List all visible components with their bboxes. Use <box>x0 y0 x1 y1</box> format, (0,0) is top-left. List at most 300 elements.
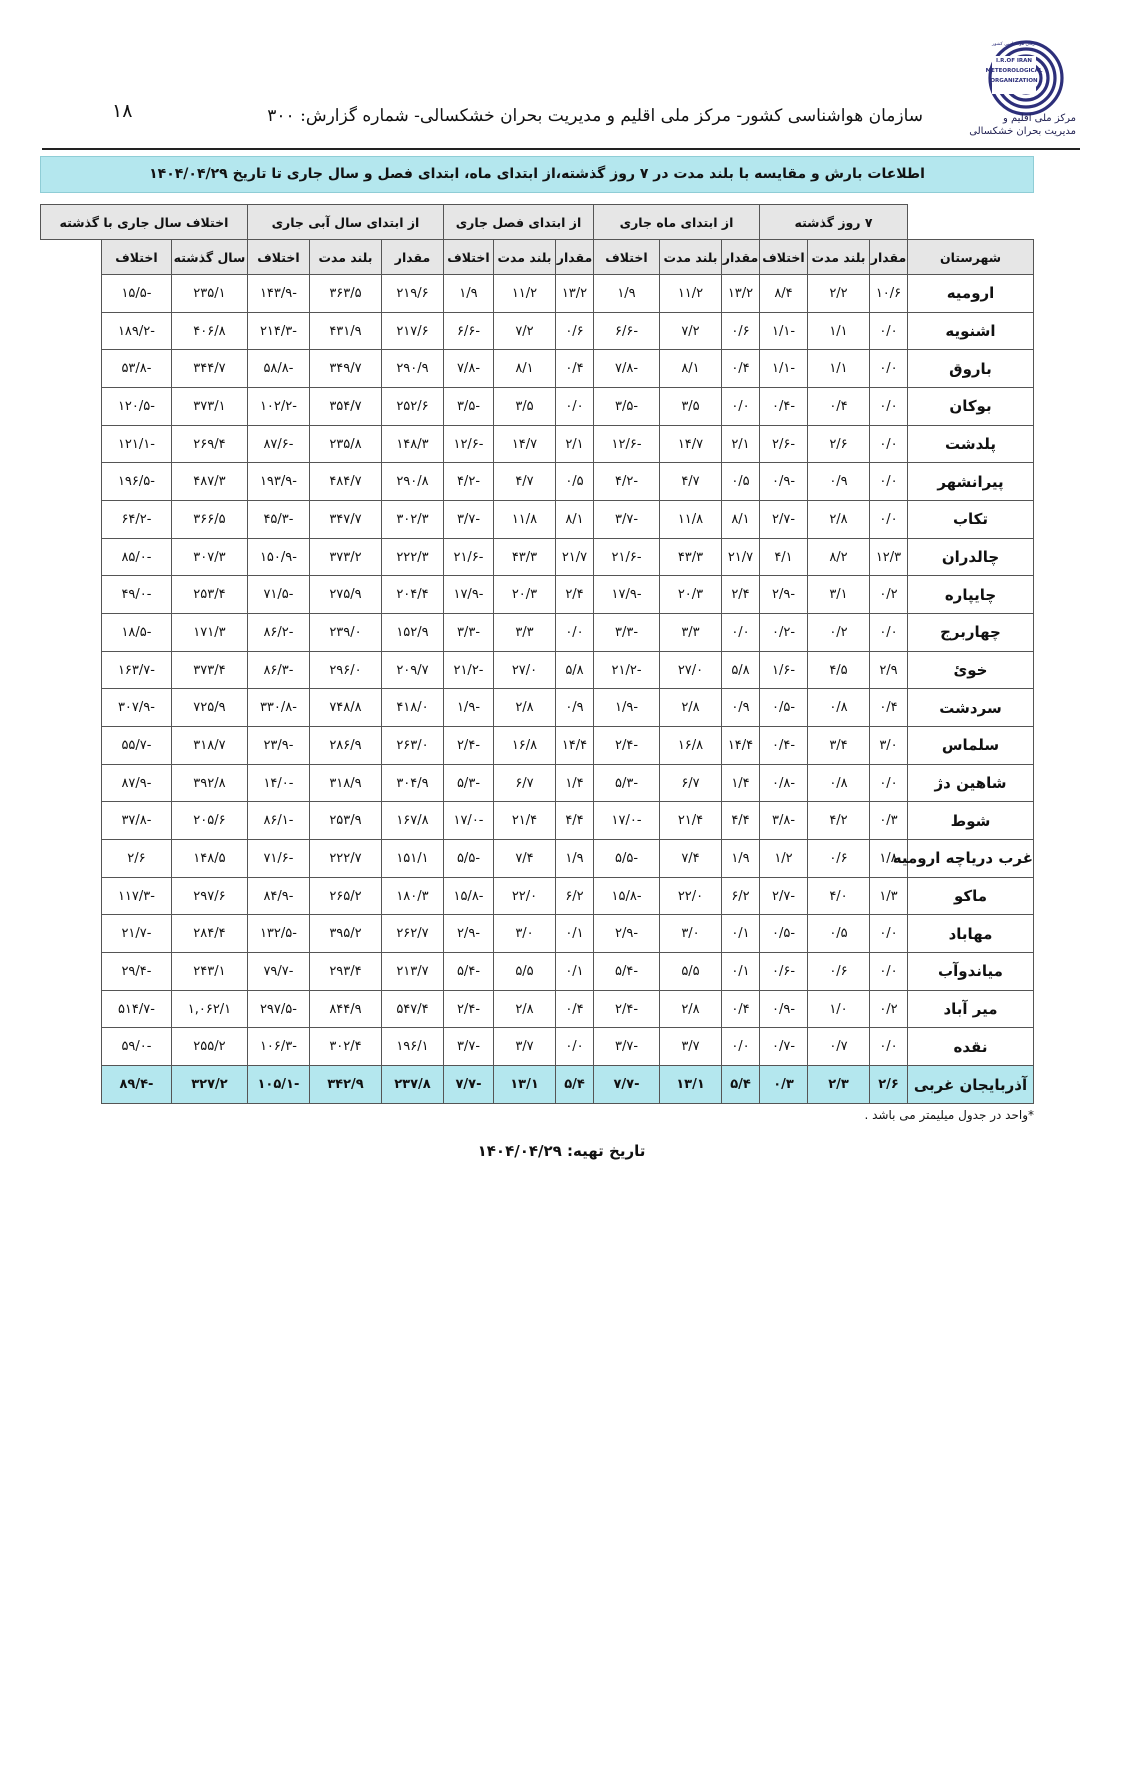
table-row <box>41 350 1034 388</box>
value-cell: -۱۴/۰ <box>247 764 309 802</box>
value-cell: ۴/۲ <box>808 802 870 840</box>
station-name-cell: چایپاره <box>908 576 1034 614</box>
value-cell: ۴۳/۳ <box>494 538 556 576</box>
value-cell: ۸/۱ <box>494 350 556 388</box>
station-name-cell: آذربایجان غربی <box>908 1066 1034 1104</box>
station-name-cell: سلماس <box>908 727 1034 765</box>
value-cell: ۲/۶ <box>870 1066 908 1104</box>
value-cell: ۳/۰ <box>494 915 556 953</box>
value-cell: ۰/۵ <box>722 463 760 501</box>
value-cell: ۳۶۶/۵ <box>171 501 247 539</box>
value-cell: ۰/۶ <box>556 312 594 350</box>
value-cell: -۱۷/۰ <box>443 802 493 840</box>
value-cell: ۳/۷ <box>494 1028 556 1066</box>
value-cell: ۰/۰ <box>870 501 908 539</box>
station-name-cell: ارومیه <box>908 275 1034 313</box>
value-cell: ۴/۴ <box>556 802 594 840</box>
value-cell: -۱/۶ <box>760 651 808 689</box>
value-cell: ۱۲/۳ <box>870 538 908 576</box>
column-header: بلند مدت <box>808 240 870 275</box>
value-cell: ۰/۰ <box>870 614 908 652</box>
value-cell: ۲۲۲/۷ <box>309 840 381 878</box>
value-cell: ۸۴۴/۹ <box>309 990 381 1028</box>
value-cell: ۴/۱ <box>760 538 808 576</box>
value-cell: ۴۰۶/۸ <box>171 312 247 350</box>
value-cell: ۴۸۴/۷ <box>309 463 381 501</box>
value-cell: ۲۲/۰ <box>660 877 722 915</box>
value-cell: -۱/۹ <box>594 689 660 727</box>
table-title-banner: اطلاعات بارش و مقایسه با بلند مدت در ۷ روز گذشته،از ابتدای ماه، ابتدای فصل و سال جاری تا تاریخ ۱۴۰۴/۰۴/۲۹ <box>40 156 1034 193</box>
value-cell: -۰/۷ <box>760 1028 808 1066</box>
value-cell: -۴۹/۰ <box>101 576 171 614</box>
value-cell: -۵۸/۸ <box>247 350 309 388</box>
station-name-cell: نقده <box>908 1028 1034 1066</box>
value-cell: ۲/۸ <box>660 689 722 727</box>
value-cell: ۲/۸ <box>494 990 556 1028</box>
value-cell: ۰/۰ <box>870 764 908 802</box>
value-cell: ۱/۴ <box>556 764 594 802</box>
value-cell: -۰/۹ <box>760 463 808 501</box>
value-cell: ۲/۱ <box>722 425 760 463</box>
value-cell: -۳/۳ <box>594 614 660 652</box>
value-cell: ۲۱۹/۶ <box>381 275 443 313</box>
value-cell: -۲/۹ <box>760 576 808 614</box>
value-cell: ۷۲۵/۹ <box>171 689 247 727</box>
value-cell: ۱۶/۸ <box>494 727 556 765</box>
value-cell: ۲۳۹/۰ <box>309 614 381 652</box>
logo-en-line-3: ORGANIZATION <box>990 78 1038 84</box>
value-cell: -۸۶/۱ <box>247 802 309 840</box>
station-name-cell: باروق <box>908 350 1034 388</box>
value-cell: -۱۵/۸ <box>594 877 660 915</box>
table-row <box>41 764 1034 802</box>
value-cell: -۲/۴ <box>594 990 660 1028</box>
value-cell: ۰/۴ <box>722 350 760 388</box>
value-cell: ۸/۱ <box>660 350 722 388</box>
value-cell: -۱۸۹/۲ <box>101 312 171 350</box>
value-cell: ۰/۵ <box>808 915 870 953</box>
group-header: اختلاف سال جاری با گذشته <box>41 205 248 240</box>
value-cell: ۲۴۳/۱ <box>171 953 247 991</box>
value-cell: ۱,۰۶۲/۱ <box>171 990 247 1028</box>
value-cell: ۲/۱ <box>556 425 594 463</box>
value-cell: ۱/۸ <box>870 840 908 878</box>
value-cell: ۳۰۲/۳ <box>381 501 443 539</box>
value-cell: ۲/۶ <box>101 840 171 878</box>
value-cell: -۱۷/۹ <box>443 576 493 614</box>
value-cell: -۱/۱ <box>760 312 808 350</box>
table-row <box>41 802 1034 840</box>
value-cell: -۴۵/۳ <box>247 501 309 539</box>
value-cell: ۰/۴ <box>870 689 908 727</box>
value-cell: ۰/۰ <box>722 614 760 652</box>
value-cell: -۳۳۰/۸ <box>247 689 309 727</box>
table-row <box>41 727 1034 765</box>
column-header: شهرستان <box>908 240 1034 275</box>
value-cell: ۳/۴ <box>808 727 870 765</box>
value-cell: -۵۹/۰ <box>101 1028 171 1066</box>
value-cell: -۷/۸ <box>594 350 660 388</box>
table-row <box>41 501 1034 539</box>
value-cell: -۳/۸ <box>760 802 808 840</box>
station-name-cell: اشنویه <box>908 312 1034 350</box>
value-cell: -۱۵/۸ <box>443 877 493 915</box>
value-cell: ۰/۶ <box>808 840 870 878</box>
value-cell: ۱۴/۴ <box>556 727 594 765</box>
value-cell: -۶/۶ <box>594 312 660 350</box>
value-cell: ۱۱/۲ <box>660 275 722 313</box>
value-cell: ۰/۲ <box>870 990 908 1028</box>
value-cell: ۸/۴ <box>760 275 808 313</box>
value-cell: ۲۹۳/۴ <box>309 953 381 991</box>
value-cell: -۱۲/۶ <box>594 425 660 463</box>
logo-top-text: سازمان هواشناسی کشور <box>992 42 1040 47</box>
value-cell: -۷۱/۶ <box>247 840 309 878</box>
column-header: اختلاف <box>760 240 808 275</box>
value-cell: ۲۸۴/۴ <box>171 915 247 953</box>
value-cell: -۱۲۰/۵ <box>101 388 171 426</box>
value-cell: ۳۴۲/۹ <box>309 1066 381 1104</box>
value-cell: ۷/۴ <box>494 840 556 878</box>
value-cell: ۱/۹ <box>443 275 493 313</box>
value-cell: ۵۴۷/۴ <box>381 990 443 1028</box>
value-cell: -۱۷/۹ <box>594 576 660 614</box>
value-cell: ۲۱/۴ <box>494 802 556 840</box>
value-cell: -۲/۷ <box>760 501 808 539</box>
value-cell: -۰/۲ <box>760 614 808 652</box>
value-cell: -۲۱/۲ <box>594 651 660 689</box>
value-cell: ۰/۱ <box>722 953 760 991</box>
value-cell: ۰/۰ <box>870 953 908 991</box>
value-cell: ۰/۶ <box>808 953 870 991</box>
table-row <box>41 1028 1034 1066</box>
value-cell: -۵/۴ <box>443 953 493 991</box>
value-cell: -۳۰۷/۹ <box>101 689 171 727</box>
value-cell: -۱۵/۵ <box>101 275 171 313</box>
value-cell: ۲۲۲/۳ <box>381 538 443 576</box>
value-cell: -۵/۳ <box>443 764 493 802</box>
value-cell: ۰/۳ <box>870 802 908 840</box>
value-cell: -۱۴۳/۹ <box>247 275 309 313</box>
group-header-row <box>41 205 1034 240</box>
logo-caption <box>948 112 1076 138</box>
value-cell: ۲۳۵/۱ <box>171 275 247 313</box>
value-cell: -۲۱/۲ <box>443 651 493 689</box>
value-cell: -۰/۴ <box>760 727 808 765</box>
group-header: از ابتدای فصل جاری <box>443 205 593 240</box>
blank-corner <box>908 205 1034 240</box>
value-cell: -۰/۵ <box>760 689 808 727</box>
logo-en-line-1: I.R.OF IRAN <box>995 58 1033 64</box>
value-cell: ۲۵۵/۲ <box>171 1028 247 1066</box>
value-cell: -۳۷/۸ <box>101 802 171 840</box>
station-name-cell: غرب دریاچه ارومیه <box>908 840 1034 878</box>
value-cell: ۵/۸ <box>722 651 760 689</box>
value-cell: -۱۱۷/۳ <box>101 877 171 915</box>
value-cell: -۲۱/۷ <box>101 915 171 953</box>
value-cell: -۲/۹ <box>594 915 660 953</box>
value-cell: ۲/۹ <box>870 651 908 689</box>
table-row <box>41 425 1034 463</box>
logo-en-line-2: METEOROLOGICAL <box>985 68 1043 74</box>
value-cell: -۲۹۷/۵ <box>247 990 309 1028</box>
value-cell: ۴/۴ <box>722 802 760 840</box>
column-header: اختلاف <box>247 240 309 275</box>
value-cell: ۱۶/۸ <box>660 727 722 765</box>
value-cell: ۴۳/۳ <box>660 538 722 576</box>
value-cell: ۳/۰ <box>660 915 722 953</box>
value-cell: ۲/۶ <box>808 425 870 463</box>
value-cell: ۲۳۷/۸ <box>381 1066 443 1104</box>
value-cell: ۱۴۸/۳ <box>381 425 443 463</box>
value-cell: ۰/۰ <box>870 463 908 501</box>
value-cell: -۲/۶ <box>760 425 808 463</box>
unit-footnote: *واحد در جدول میلیمتر می باشد . <box>864 1108 1034 1122</box>
value-cell: ۳/۷ <box>660 1028 722 1066</box>
value-cell: ۰/۱ <box>556 953 594 991</box>
table-row <box>41 538 1034 576</box>
station-name-cell: ماکو <box>908 877 1034 915</box>
value-cell: ۰/۱ <box>556 915 594 953</box>
value-cell: -۲/۴ <box>443 990 493 1028</box>
value-cell: ۴۳۱/۹ <box>309 312 381 350</box>
value-cell: -۱۲/۶ <box>443 425 493 463</box>
value-cell: -۳/۵ <box>594 388 660 426</box>
value-cell: ۷/۲ <box>660 312 722 350</box>
value-cell: -۲۹/۴ <box>101 953 171 991</box>
value-cell: -۸۶/۳ <box>247 651 309 689</box>
value-cell: ۰/۴ <box>722 990 760 1028</box>
value-cell: -۱۹۶/۵ <box>101 463 171 501</box>
value-cell: ۲۷/۰ <box>494 651 556 689</box>
value-cell: ۰/۰ <box>870 915 908 953</box>
value-cell: -۴/۲ <box>594 463 660 501</box>
value-cell: ۳۱۸/۹ <box>309 764 381 802</box>
value-cell: ۵/۸ <box>556 651 594 689</box>
value-cell: -۳/۵ <box>443 388 493 426</box>
value-cell: ۳۷۳/۴ <box>171 651 247 689</box>
value-cell: -۱۳۲/۵ <box>247 915 309 953</box>
value-cell: ۳/۵ <box>494 388 556 426</box>
value-cell: ۱۵۱/۱ <box>381 840 443 878</box>
preparation-date: تاریخ تهیه: ۱۴۰۴/۰۴/۲۹ <box>477 1142 646 1160</box>
value-cell: ۱/۰ <box>808 990 870 1028</box>
value-cell: ۳۶۳/۵ <box>309 275 381 313</box>
value-cell: ۷/۲ <box>494 312 556 350</box>
value-cell: ۱/۱ <box>808 312 870 350</box>
value-cell: ۲۱/۷ <box>722 538 760 576</box>
value-cell: ۲۶۳/۰ <box>381 727 443 765</box>
table-body <box>41 275 1034 1104</box>
station-name-cell: مهاباد <box>908 915 1034 953</box>
value-cell: ۲۷/۰ <box>660 651 722 689</box>
value-cell: -۸۶/۲ <box>247 614 309 652</box>
value-cell: -۲۱۴/۳ <box>247 312 309 350</box>
value-cell: ۱/۲ <box>760 840 808 878</box>
value-cell: ۵/۵ <box>660 953 722 991</box>
value-cell: -۵/۳ <box>594 764 660 802</box>
value-cell: ۰/۴ <box>556 350 594 388</box>
value-cell: -۸۷/۹ <box>101 764 171 802</box>
value-cell: ۲۳۵/۸ <box>309 425 381 463</box>
value-cell: ۲۱۳/۷ <box>381 953 443 991</box>
value-cell: ۲۹۰/۹ <box>381 350 443 388</box>
sub-header-row <box>41 240 1034 275</box>
value-cell: ۰/۰ <box>870 388 908 426</box>
value-cell: ۸/۲ <box>808 538 870 576</box>
value-cell: -۰/۵ <box>760 915 808 953</box>
value-cell: -۳/۷ <box>443 501 493 539</box>
column-header: مقدار <box>870 240 908 275</box>
value-cell: ۱/۱ <box>808 350 870 388</box>
station-name-cell: پلدشت <box>908 425 1034 463</box>
value-cell: -۲/۷ <box>760 877 808 915</box>
value-cell: ۳۵۴/۷ <box>309 388 381 426</box>
value-cell: ۰/۰ <box>870 1028 908 1066</box>
table-row <box>41 275 1034 313</box>
table-row <box>41 614 1034 652</box>
value-cell: ۰/۰ <box>556 614 594 652</box>
value-cell: ۱۱/۸ <box>660 501 722 539</box>
column-header: سال گذشته <box>171 240 247 275</box>
value-cell: ۲۹۰/۸ <box>381 463 443 501</box>
value-cell: ۱۳/۱ <box>494 1066 556 1104</box>
group-header: از ابتدای سال آبی جاری <box>247 205 443 240</box>
table-row <box>41 576 1034 614</box>
value-cell: ۲/۸ <box>808 501 870 539</box>
column-header: بلند مدت <box>660 240 722 275</box>
value-cell: ۱/۳ <box>870 877 908 915</box>
value-cell: ۱۳/۲ <box>722 275 760 313</box>
value-cell: ۴/۷ <box>494 463 556 501</box>
value-cell: ۳/۰ <box>870 727 908 765</box>
value-cell: ۰/۰ <box>722 388 760 426</box>
value-cell: ۳/۳ <box>660 614 722 652</box>
column-header: اختلاف <box>101 240 171 275</box>
logo-caption-line-2: مدیریت بحران خشکسالی <box>969 126 1076 137</box>
value-cell: ۷۴۸/۸ <box>309 689 381 727</box>
table-row <box>41 312 1034 350</box>
value-cell: ۱۷۱/۳ <box>171 614 247 652</box>
value-cell: ۲۶۵/۲ <box>309 877 381 915</box>
value-cell: -۱۸/۵ <box>101 614 171 652</box>
value-cell: ۲۷۵/۹ <box>309 576 381 614</box>
value-cell: ۳۴۷/۷ <box>309 501 381 539</box>
value-cell: -۸۹/۴ <box>101 1066 171 1104</box>
value-cell: -۱۷/۰ <box>594 802 660 840</box>
table-row <box>41 388 1034 426</box>
value-cell: ۱۹۶/۱ <box>381 1028 443 1066</box>
value-cell: ۲۰۵/۶ <box>171 802 247 840</box>
station-name-cell: بوکان <box>908 388 1034 426</box>
value-cell: ۰/۴ <box>808 388 870 426</box>
value-cell: ۴/۷ <box>660 463 722 501</box>
value-cell: ۰/۳ <box>760 1066 808 1104</box>
value-cell: ۰/۵ <box>556 463 594 501</box>
value-cell: -۵/۴ <box>594 953 660 991</box>
value-cell: ۰/۲ <box>870 576 908 614</box>
precipitation-table <box>40 204 1034 1104</box>
value-cell: -۷/۷ <box>594 1066 660 1104</box>
value-cell: ۲۹۷/۶ <box>171 877 247 915</box>
value-cell: ۳۲۷/۲ <box>171 1066 247 1104</box>
value-cell: -۶/۶ <box>443 312 493 350</box>
station-name-cell: خوئ <box>908 651 1034 689</box>
value-cell: ۲/۲ <box>808 275 870 313</box>
table-row <box>41 915 1034 953</box>
value-cell: -۱۰۵/۱ <box>247 1066 309 1104</box>
value-cell: ۱۱/۸ <box>494 501 556 539</box>
value-cell: ۶/۲ <box>556 877 594 915</box>
table-row <box>41 877 1034 915</box>
column-header: بلند مدت <box>309 240 381 275</box>
value-cell: -۲/۹ <box>443 915 493 953</box>
value-cell: ۰/۹ <box>722 689 760 727</box>
logo-caption-line-1: مرکز ملی اقلیم و <box>1002 113 1076 124</box>
value-cell: ۳۹۵/۲ <box>309 915 381 953</box>
value-cell: ۲۶۹/۴ <box>171 425 247 463</box>
station-name-cell: سردشت <box>908 689 1034 727</box>
column-header: مقدار <box>381 240 443 275</box>
value-cell: ۲۲/۰ <box>494 877 556 915</box>
value-cell: -۴/۲ <box>443 463 493 501</box>
table-row <box>41 651 1034 689</box>
value-cell: ۶/۲ <box>722 877 760 915</box>
value-cell: -۵/۵ <box>594 840 660 878</box>
value-cell: ۳۹۲/۸ <box>171 764 247 802</box>
value-cell: -۷۹/۷ <box>247 953 309 991</box>
value-cell: -۳/۳ <box>443 614 493 652</box>
station-name-cell: میر آباد <box>908 990 1034 1028</box>
station-name-cell: تکاب <box>908 501 1034 539</box>
value-cell: ۲/۴ <box>556 576 594 614</box>
value-cell: ۲۱۷/۶ <box>381 312 443 350</box>
value-cell: ۳۴۹/۷ <box>309 350 381 388</box>
value-cell: -۲۱/۶ <box>594 538 660 576</box>
column-header: بلند مدت <box>494 240 556 275</box>
value-cell: ۳۰۴/۹ <box>381 764 443 802</box>
value-cell: ۷/۴ <box>660 840 722 878</box>
total-row <box>41 1066 1034 1104</box>
value-cell: ۱۵۲/۹ <box>381 614 443 652</box>
station-name-cell: پیرانشهر <box>908 463 1034 501</box>
value-cell: ۴۱۸/۰ <box>381 689 443 727</box>
value-cell: ۵/۴ <box>722 1066 760 1104</box>
value-cell: ۱۳/۲ <box>556 275 594 313</box>
value-cell: ۶/۷ <box>660 764 722 802</box>
value-cell: ۲/۴ <box>722 576 760 614</box>
value-cell: -۱/۱ <box>760 350 808 388</box>
value-cell: ۶/۷ <box>494 764 556 802</box>
value-cell: -۳/۷ <box>443 1028 493 1066</box>
value-cell: ۲/۸ <box>494 689 556 727</box>
value-cell: ۲۹۶/۰ <box>309 651 381 689</box>
value-cell: ۱۰/۶ <box>870 275 908 313</box>
value-cell: ۰/۰ <box>870 425 908 463</box>
group-header: ۷ روز گذشته <box>760 205 908 240</box>
value-cell: ۱/۹ <box>556 840 594 878</box>
value-cell: ۲۱/۴ <box>660 802 722 840</box>
value-cell: ۰/۰ <box>556 388 594 426</box>
value-cell: ۲۱/۷ <box>556 538 594 576</box>
station-name-cell: شاهین دژ <box>908 764 1034 802</box>
value-cell: ۱۱/۲ <box>494 275 556 313</box>
value-cell: ۰/۹ <box>556 689 594 727</box>
value-cell: ۰/۰ <box>870 350 908 388</box>
value-cell: -۰/۶ <box>760 953 808 991</box>
value-cell: ۰/۲ <box>808 614 870 652</box>
table-row <box>41 689 1034 727</box>
